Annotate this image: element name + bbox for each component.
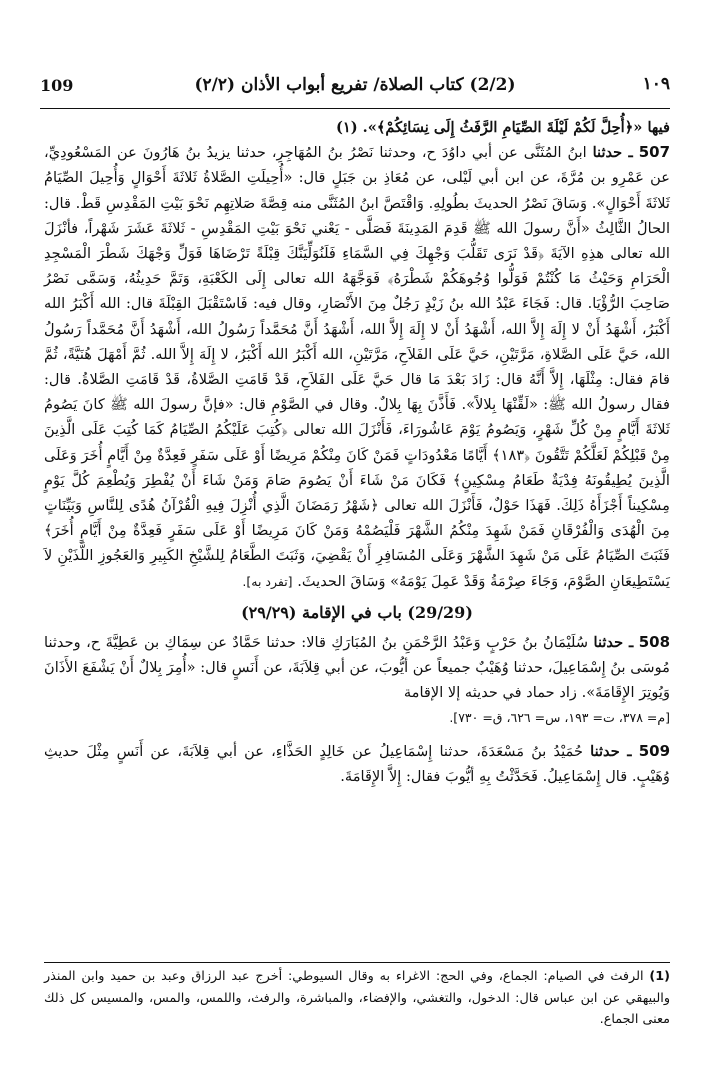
chapter-heading: (29/29) باب في الإقامة (٢٩/٢٩) — [241, 602, 473, 622]
header-rule — [40, 108, 670, 109]
running-title: (2/2) كتاب الصلاة/ تفريع أبواب الأذان (٢/٢) — [194, 75, 516, 95]
hadith-lead: ـ حدثنا — [593, 633, 634, 651]
footnote-rule — [44, 962, 670, 963]
hadith-number: 507 — [638, 143, 671, 162]
hadith-number: 508 — [638, 632, 671, 651]
page-number-arabic: ١٠٩ — [642, 74, 670, 94]
footnote-text: الرفث في الصيام: الجماع، وفي الحج: الاغراء به وقال السيوطي: أخرج عبد الرزاق وعبد بن حميد وابن المنذر والبيهقي عن ابن عباس قال: الدخول، والتغشي، والإفضاء، والمباشرة، والرفث، واللمس، والمس، والمسيس كل ذلك معنى الجماع. — [44, 969, 670, 1027]
hadith-lead: ـ حدثنا — [592, 144, 633, 162]
main-text — [44, 115, 670, 789]
hadith-507 — [44, 140, 670, 594]
verse-line: فيها «﴿أُحِلَّ لَكُمْ لَيْلَةَ الصِّيَامِ الرَّفَثُ إِلَى نِسَائِكُمْ﴾». (١) — [335, 119, 670, 136]
footnote-marker: (1) — [649, 969, 670, 984]
hadith-tag: [تفرد به]. — [242, 573, 293, 589]
hadith-509 — [44, 739, 670, 789]
hadith-text: حُمَيْدُ بنُ مَسْعَدَةَ، حدثنا إِسْمَاعِيلُ عن خَالِدٍ الحَذَّاءِ، عن أبي قِلاَبَةَ، عن أَنَسٍ مِثْلَ حديثِ وُهَيْبٍ. قال إِسْمَاعِيلُ. فَحَدَّثْتُ بِهِ أيُّوبَ فقال: إِلاَّ الإِقَامَةَ. — [44, 742, 670, 785]
page-number-latin: 109 — [40, 76, 74, 95]
hadith-508 — [44, 630, 670, 706]
page-header — [40, 70, 670, 104]
hadith-text: ابنُ المُثَنَّى عن أبي داوُدَ ح، وحدثنا نَصْرُ بنُ المُهَاجِرِ، حدثنا يزيدُ بنُ هَارُونَ عن المَسْعُودِيِّ، عن عَمْرِو بن مُرَّةَ، عن ابن أبي لَيْلى، عن مُعَاذِ بن جَبَلٍ قال: «أُحِيلَتِ الصَّلاةُ ثَلاثَةَ أَحْوَالٍ وَأُحِيلَ الصِّيَامُ ثَلاثَةَ أَحْوَالٍ». وَسَاقَ نَصْرُ الحديثَ بطُولِهِ. وَاقْتَصَّ ابنُ المُثَنَّى منه قِصَّةَ صَلاتِهِم نَحْوَ بَيْتِ المَقْدِسِ قَطْ. قال: الحالُ الثَّالِثُ «أَنَّ رسولَ الله ﷺ قَدِمَ المَدِينَةَ فَصَلَّى - يَعْني نَحْوَ بَيْتِ المَقْدِسِ - ثَلاثَةَ عَشَرَ شَهْراً، فأنْزَلَ الله تعالى هذِهِ الآيَةَ ﴿قَدْ نَرَى تَقَلُّبَ وَجْهِكَ فِي السَّمَاءِ فَلَنُوَلِّيَنَّكَ قِبْلَةً تَرْضَاهَا فَوَلِّ وَجْهَكَ شَطْرَ الْمَسْجِدِ الْحَرَامِ وَحَيْثُ مَا كُنْتُمْ فَوَلُّوا وُجُوهَكُمْ شَطْرَهُ﴾ فَوَجَّهَهُ الله تعالى إِلَى الكَعْبَةِ، وَتَمَّ حَدِيثُهُ، وَسَمَّى نَصْرُ صَاحِبَ الرُّؤْيَا. قال: فَجَاءَ عَبْدُ الله بنُ زَيْدٍ رَجُلٌ مِنَ الأَنْصَارِ، وقال فيه: فَاسْتَقْبَلَ القِبْلَةَ قال: الله أَكْبَرُ الله أَكْبَرُ، أَشْهَدُ أَنْ لا إِلَهَ إِلاَّ الله، أَشْهَدُ أَنْ لا إِلَهَ إِلاَّ الله، أَشْهَدُ أَنَّ مُحَمَّداً رَسُولُ الله، أَشْهَدُ أَنَّ مُحَمَّداً رَسُولُ الله، حَيَّ عَلَى الصَّلاةِ، مَرَّتَيْنِ، حَيَّ عَلَى الفَلاَحِ، مَرَّتَيْنِ، الله أَكْبَرُ الله أَكْبَرُ، لا إِلَهَ إِلاَّ الله. ثُمَّ أَمْهَلَ هُنَيَّةً، ثُمَّ قامَ فقال: مِثْلَهَا، إِلاَّ أَنَّهُ قال: زَادَ بَعْدَ مَا قال حَيَّ عَلَى الفَلاَحِ، قَدْ قَامَتِ الصَّلاةُ، قَدْ قَامَتِ الصَّلاةُ. قال: فقال رسولُ الله ﷺ: «لَقِّنْهَا بِلالاً». فَأَذَّنَ بِهَا بِلالٌ. وقال في الصَّوْمِ قال: «فإنَّ رسولَ الله ﷺ كانَ يَصُومُ ثَلاثَةَ أَيَّامٍ مِنْ كُلِّ شَهْرٍ، وَيَصُومُ يَوْمَ عَاشُورَاءَ، فَأَنْزَلَ الله تعالى ﴿كُتِبَ عَلَيْكُمُ الصِّيَامُ كَمَا كُتِبَ عَلَى الَّذِينَ مِنْ قَبْلِكُمْ لَعَلَّكُمْ تَتَّقُونَ ﴿١٨٣﴾ أَيَّامًا مَعْدُودَاتٍ فَمَنْ كَانَ مِنْكُمْ مَرِيضًا أَوْ عَلَى سَفَرٍ فَعِدَّةٌ مِنْ أَيَّامٍ أُخَرَ وَعَلَى الَّذِينَ يُطِيقُونَهُ فِدْيَةٌ طَعَامُ مِسْكِينٍ﴾ فَكَانَ مَنْ شَاءَ أَنْ يَصُومَ صَامَ وَمَنْ شَاءَ أَنْ يُفْطِرَ وَيُطْعِمَ كُلَّ يَوْمٍ مِسْكِيناً أَجْزَأَهُ ذَلِكَ. فَهَذَا حَوْلٌ، فَأَنْزَلَ الله تعالى ﴿شَهْرُ رَمَضَانَ الَّذِي أُنْزِلَ فِيهِ الْقُرْآنُ هُدًى لِلنَّاسِ وَبَيِّنَاتٍ مِنَ الْهُدَى وَالْفُرْقَانِ فَمَنْ شَهِدَ مِنْكُمُ الشَّهْرَ فَلْيَصُمْهُ وَمَنْ كَانَ مَرِيضًا أَوْ عَلَى سَفَرٍ فَعِدَّةٌ مِنْ أَيَّامٍ أُخَرَ﴾ فَثَبَتَ الصِّيَامُ عَلَى مَنْ شَهِدَ الشَّهْرَ وَعَلَى المُسَافِرِ أَنْ يَقْضِيَ، وَثَبَتَ الطَّعَامُ لِلشَّيْخِ الكَبِيرِ وَالعَجُوزِ اللَّذَيْنِ لاَ يَسْتَطِيعَانِ الصَّوْمَ، وَجَاءَ صِرْمَةُ وَقَدْ عَمِلَ يَوْمَهُ» وَسَاقَ الحديثَ. — [44, 144, 670, 590]
hadith-lead: ـ حدثنا — [590, 742, 632, 760]
hadith-number: 509 — [638, 741, 671, 760]
footnote — [44, 966, 670, 1031]
hadith-references: [م= ٣٧٨، ت= ١٩٣، س= ٦٢٦، ق= ٧٣٠]. — [449, 710, 670, 726]
hadith-text: سُلَيْمَانُ بنُ حَرْبٍ وَعَبْدُ الرَّحْمَنِ بنُ المُبَارَكِ قالا: حدثنا حَمَّادٌ عن سِمَاكِ بن عَطِيَّةَ ح، وحدثنا مُوسَى بنُ إِسْمَاعِيلَ، حدثنا وُهَيْبٌ جميعاً عن أيُّوبَ، عن أبي قِلاَبَةَ، عن أَنَسٍ قال: «أُمِرَ بِلالٌ أَنْ يَشْفَعَ الأَذَانَ وَيُوتِرَ الإِقَامَةَ». زاد حماد في حديثه إلا الإقامة — [44, 633, 670, 702]
